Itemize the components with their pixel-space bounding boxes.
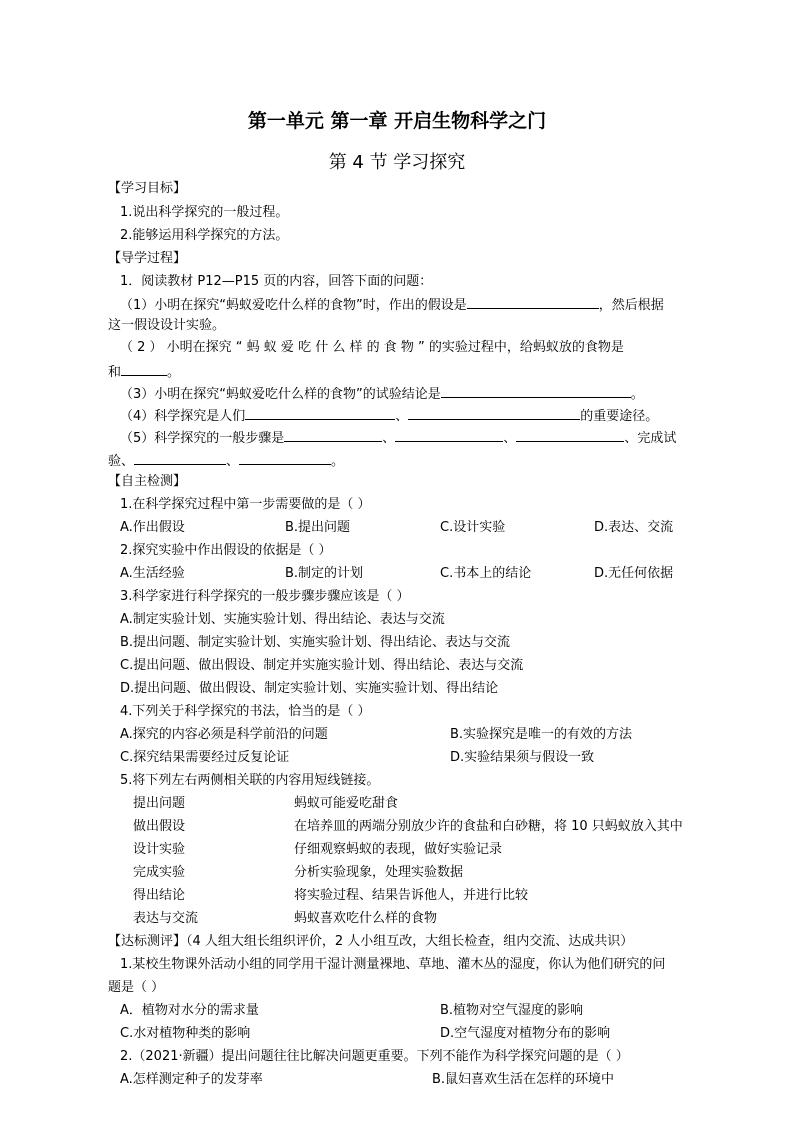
question: 2.探究实验中作出假设的依据是（ ） bbox=[120, 543, 332, 558]
option[interactable]: D.实验结果须与假设一致 bbox=[450, 750, 595, 765]
match-right[interactable]: 蚂蚁喜欢吃什么样的食物 bbox=[294, 911, 438, 926]
match-right[interactable]: 在培养皿的两端分别放少许的食盐和白砂糖，将 10 只蚂蚁放入其中 bbox=[294, 819, 683, 834]
goal-item: 2.能够运用科学探究的方法。 bbox=[120, 228, 289, 243]
option[interactable]: C.提出问题、做出假设、制定并实施实验计划、得出结论、表达与交流 bbox=[120, 658, 524, 673]
guide-q1: （1）小明在探究“蚂蚁爱吃什么样的食物”时，作出的假设是 ，然后根据 bbox=[120, 295, 664, 315]
match-left[interactable]: 表达与交流 bbox=[133, 911, 199, 926]
match-left[interactable]: 得出结论 bbox=[133, 888, 186, 903]
goal-item: 1.说出科学探究的一般过程。 bbox=[120, 205, 289, 220]
answer-blank[interactable] bbox=[467, 295, 599, 309]
guide-q1-cont: 这一假设设计实验。 bbox=[108, 318, 226, 333]
guide-q5-cont: 验、 、 。 bbox=[108, 451, 344, 471]
match-right[interactable]: 蚂蚁可能爱吃甜食 bbox=[294, 796, 399, 811]
option[interactable]: B.提出问题、制定实验计划、实施实验计划、得出结论、表达与交流 bbox=[120, 635, 511, 650]
match-right[interactable]: 分析实验现象，处理实验数据 bbox=[294, 865, 464, 880]
question: 3.科学家进行科学探究的一般步骤步骤应该是（ ） bbox=[120, 589, 410, 604]
guide-q2: （ 2 ） 小明在探究 “ 蚂 蚁 爱 吃 什 么 样 的 食 物 ” 的实验过程中，给蚂蚁放的食物是 bbox=[120, 340, 624, 355]
option[interactable]: B.鼠妇喜欢生活在怎样的环境中 bbox=[432, 1072, 615, 1087]
option[interactable]: B.提出问题 bbox=[285, 520, 351, 535]
option[interactable]: A.怎样测定种子的发芽率 bbox=[120, 1072, 263, 1087]
answer-blank[interactable] bbox=[134, 451, 226, 465]
answer-blank[interactable] bbox=[441, 384, 631, 398]
match-left[interactable]: 设计实验 bbox=[133, 842, 186, 857]
option[interactable]: A.作出假设 bbox=[120, 520, 185, 535]
option[interactable]: C.水对植物种类的影响 bbox=[120, 1026, 251, 1041]
option[interactable]: B.实验探究是唯一的有效的方法 bbox=[450, 727, 633, 742]
answer-blank[interactable] bbox=[284, 428, 382, 442]
answer-blank[interactable] bbox=[395, 428, 503, 442]
option[interactable]: A．植物对水分的需求量 bbox=[120, 1003, 259, 1018]
guide-header: 【导学过程】 bbox=[108, 251, 187, 266]
goal-header: 【学习目标】 bbox=[108, 181, 187, 196]
question: 2.（2021·新疆）提出问题往往比解决问题更重要。下列不能作为科学探究问题的是（ ） bbox=[120, 1049, 629, 1064]
option[interactable]: A.生活经验 bbox=[120, 566, 185, 581]
unit-title: 第一单元 第一章 开启生物科学之门 bbox=[247, 110, 547, 132]
option[interactable]: C.设计实验 bbox=[440, 520, 506, 535]
option[interactable]: C.书本上的结论 bbox=[440, 566, 532, 581]
guide-intro: 1．阅读教材 P12—P15 页的内容，回答下面的问题： bbox=[120, 274, 433, 289]
question-cont: 题是（ ） bbox=[108, 980, 165, 995]
self-check-header: 【自主检测】 bbox=[108, 474, 187, 489]
match-left[interactable]: 完成实验 bbox=[133, 865, 186, 880]
answer-blank[interactable] bbox=[239, 451, 331, 465]
answer-blank[interactable] bbox=[121, 362, 167, 376]
option[interactable]: B.制定的计划 bbox=[285, 566, 364, 581]
answer-blank[interactable] bbox=[408, 406, 580, 420]
guide-q3: （3）小明在探究“蚂蚁爱吃什么样的食物”的试验结论是 。 bbox=[120, 384, 644, 404]
option[interactable]: A.制定实验计划、实施实验计划、得出结论、表达与交流 bbox=[120, 612, 445, 627]
option[interactable]: C.探究结果需要经过反复论证 bbox=[120, 750, 290, 765]
match-left[interactable]: 做出假设 bbox=[133, 819, 186, 834]
question: 1.在科学探究过程中第一步需要做的是（ ） bbox=[120, 497, 371, 512]
guide-q2-cont: 和 。 bbox=[108, 362, 180, 382]
guide-q4: （4）科学探究是人们 、 的重要途径。 bbox=[120, 406, 658, 426]
option[interactable]: D.表达、交流 bbox=[594, 520, 674, 535]
question: 4.下列关于科学探究的书法，恰当的是（ ） bbox=[120, 704, 371, 719]
answer-blank[interactable] bbox=[516, 428, 624, 442]
option[interactable]: D.提出问题、做出假设、制定实验计划、实施实验计划、得出结论 bbox=[120, 681, 499, 696]
test-header: 【达标测评】（4 人组大组长组织评价，2 人小组互改，大组长检查，组内交流、达成共识） bbox=[108, 934, 634, 949]
question: 1.某校生物课外活动小组的同学用干湿计测量裸地、草地、灌木丛的湿度，你认为他们研究的问 bbox=[120, 957, 666, 972]
option[interactable]: D.无任何依据 bbox=[594, 566, 674, 581]
option[interactable]: D.空气湿度对植物分布的影响 bbox=[440, 1026, 611, 1041]
match-right[interactable]: 将实验过程、结果告诉他人，并进行比较 bbox=[294, 888, 529, 903]
question: 5.将下列左右两侧相关联的内容用短线链接。 bbox=[120, 773, 380, 788]
guide-q5: （5）科学探究的一般步骤是 、 、 、完成试 bbox=[120, 428, 676, 448]
answer-blank[interactable] bbox=[245, 406, 395, 420]
section-title: 第 4 节 学习探究 bbox=[328, 152, 466, 173]
match-right[interactable]: 仔细观察蚂蚁的表现，做好实验记录 bbox=[294, 842, 503, 857]
option[interactable]: A.探究的内容必须是科学前沿的问题 bbox=[120, 727, 328, 742]
match-left[interactable]: 提出问题 bbox=[133, 796, 186, 811]
option[interactable]: B.植物对空气湿度的影响 bbox=[440, 1003, 584, 1018]
